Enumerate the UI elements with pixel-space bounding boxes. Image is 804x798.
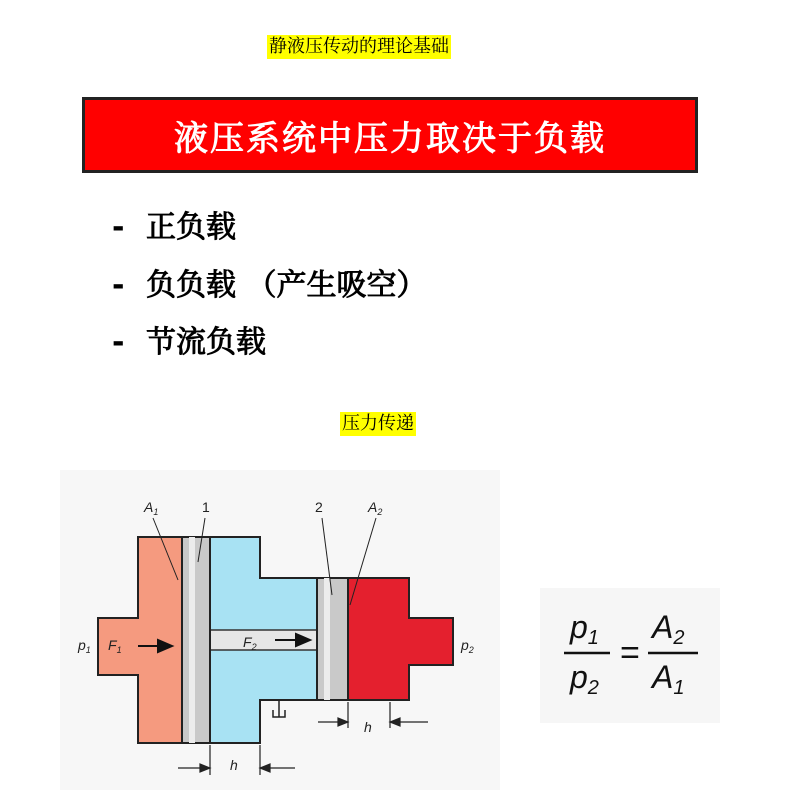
bullet-item [112, 325, 266, 361]
formula-equals: = [620, 634, 640, 672]
formula-num-right [650, 609, 684, 649]
label-f2-main: F [243, 634, 252, 650]
bullet-item [112, 210, 236, 246]
label-f1-main: F [108, 637, 117, 653]
formula-den-right [650, 659, 684, 699]
label-a2-sub: 2 [377, 507, 383, 517]
formula-num-right-sub: 2 [673, 627, 685, 649]
page-title: 静液压传动的理论基础 [269, 36, 449, 57]
section-title: 压力传递 [342, 413, 414, 434]
formula-den-right-main: A [652, 659, 674, 695]
headline-banner [82, 97, 698, 173]
piston-1-highlight [189, 537, 195, 743]
piston-1 [182, 537, 210, 743]
bullet-text: 节流负载 [146, 325, 266, 360]
label-p1-sub: 1 [85, 645, 91, 655]
label-h-right: h [364, 719, 372, 735]
label-a2-main: A [368, 499, 378, 515]
headline-text: 液压系统中压力取决于负载 [174, 118, 606, 159]
bullet-text: 正负载 [146, 210, 236, 245]
label-f1-sub: 1 [116, 645, 122, 655]
formula-den-left-sub: 2 [587, 677, 599, 699]
label-a1-sub: 1 [153, 507, 159, 517]
label-a1-main: A [144, 499, 154, 515]
piston-2-highlight [324, 578, 330, 700]
bullet-text: 负负载 （产生吸空） [146, 268, 427, 303]
label-part-2: 2 [315, 499, 323, 515]
formula-num-left-main: p [570, 609, 588, 645]
bullet-dash: - [112, 325, 125, 360]
bullet-dash: - [112, 210, 125, 245]
bullet-item [112, 268, 426, 304]
label-p1-main: p [78, 637, 86, 653]
formula-panel [540, 588, 720, 723]
formula-den-right-sub: 1 [673, 677, 685, 699]
pressure-transfer-diagram [60, 470, 500, 790]
label-h-bottom: h [230, 757, 238, 773]
formula-num-right-main: A [652, 609, 674, 645]
pressure-area-formula [540, 588, 720, 723]
piston-2 [317, 578, 348, 700]
label-part-1: 1 [202, 499, 210, 515]
label-p2-main: p [461, 637, 469, 653]
formula-den-left [569, 659, 599, 699]
formula-num-left-sub: 1 [587, 627, 599, 649]
label-f2-sub: 2 [251, 642, 257, 652]
label-p2-sub: 2 [468, 645, 474, 655]
bullet-dash: - [112, 268, 125, 303]
formula-num-left [569, 609, 599, 649]
formula-den-left-main: p [570, 659, 588, 695]
